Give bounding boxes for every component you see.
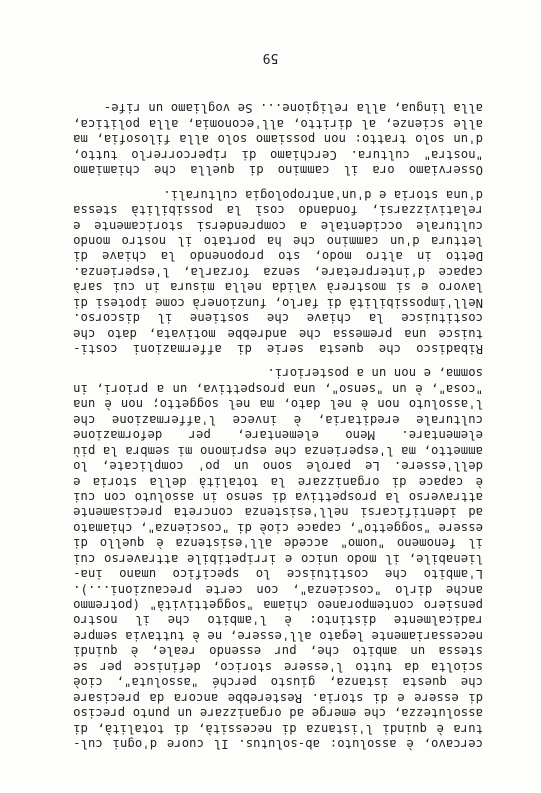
text-line: l'assoluto non è nel dato, ma nel soggetto; non è una [73, 397, 483, 412]
text-line: relativizzarsi, fondando così la possibilità stessa [73, 203, 483, 218]
text-line: tuisce una premessa che andrebbe motivata, dato che [73, 326, 483, 341]
text-line: sciolta da tutto l'essere storico, definisce per se [73, 659, 483, 674]
text-line: Ribadisco che questa serie di affermazioni costi- [73, 342, 483, 357]
text-line: lavoro e si mostrerà valida nella misura in cui sarà [73, 280, 483, 295]
text-line: assolutezza, che emerge ad organizzare un punto preciso [73, 706, 483, 721]
text-line: radicalmente distinto: è l'ambito che il nostro [73, 613, 483, 628]
paragraph [73, 186, 483, 356]
text-line: ad identificarsi nell'esistenza concreta precisamente [73, 505, 483, 520]
text-line: Osserviamo ora il cammino di quella che chiamiamo [73, 163, 483, 178]
text-line: pensiero contemporaneo chiama "soggettività" (potremmo [73, 598, 483, 613]
text-line: elementare. Meno elementare, per deformazione [73, 428, 483, 443]
text-line: d'una storia e d'un'antropologia culturali. [163, 187, 483, 202]
text-line: costituisce la chiave che sostiene il discorso. [73, 311, 483, 326]
text-line: capace d'interpretare, senza forzarla, l'esperienza. [73, 264, 483, 279]
text-line: di essere e di storia. Resterebbe ancora da precisare [73, 690, 483, 705]
text-line: somma, e non un a posteriori. [267, 366, 483, 381]
page-number: 59 [262, 50, 279, 65]
text-line: "nostra" cultura. Cerchiamo di ripercorrerlo tutto, [73, 147, 483, 162]
text-line: stessa un ambito che, pur essendo reale, è quindi [73, 644, 483, 659]
text-line: tura è quindi l'istanza di necessità, di totalità, di [73, 721, 483, 736]
text-line: il fenomeno "uomo" accede all'esistenza è quello di [73, 536, 483, 551]
text-line: necessariamente legato all'essere, ne è tuttavia sempre [73, 628, 483, 643]
text-line: culturale ereditaria, è invece l'affermazione che [73, 412, 483, 427]
text-line: alle scienze, al diritto, all'economia, alla politica, [73, 116, 483, 131]
text-line: attraverso la prospettiva di senso in assoluto con cui [73, 490, 483, 504]
text-line: anche dirlo "coscienza", con certe precauzioni...). [73, 582, 483, 597]
paragraph [73, 100, 483, 177]
body-text [73, 100, 483, 751]
paragraph-gap [73, 356, 483, 365]
text-line: culturale occidentale a comprendersi storicamente e [73, 218, 483, 233]
text-line: dell'essere. Le parole sono un po' complicate, lo [73, 459, 483, 474]
text-line: L'ambito che costituisce lo specifico umano ina- [73, 567, 483, 582]
text-line: cercavo, è assoluto: ab-solutus. Il cuore d'ogni cul- [73, 737, 483, 751]
text-line: alla lingua, alla religione... Se vogliamo un rife- [103, 101, 483, 116]
text-line: che questa istanza, giusto perché "assoluta", cioè [73, 675, 483, 690]
text-line: lienabile, il modo unico e irripetibile attraverso cui [73, 551, 483, 566]
paragraph-gap [73, 177, 483, 186]
text-line: è capace di organizzare la totalità della storia e [73, 474, 483, 489]
paragraph [73, 365, 483, 751]
text-line: essere "soggetto", capace cioè di "coscienza", chiamato [73, 520, 483, 535]
text-line: ammetto, ma l'esperienza che esprimono mi sembra la più [73, 443, 483, 458]
text-line: Detto in altro modo, sto proponendo la chiave di [73, 249, 483, 264]
text-line: lettura d'un cammino che ha portato il nostro mondo [73, 234, 483, 248]
text-line: Nell'impossibilità di farlo, funzionerà come ipotesi di [73, 295, 483, 310]
text-line: d'un solo tratto: non possiamo solo alla filosofia, ma [73, 132, 483, 147]
text-line: "cosa", è un "senso", una prospettiva, un a priori, in [73, 381, 483, 396]
